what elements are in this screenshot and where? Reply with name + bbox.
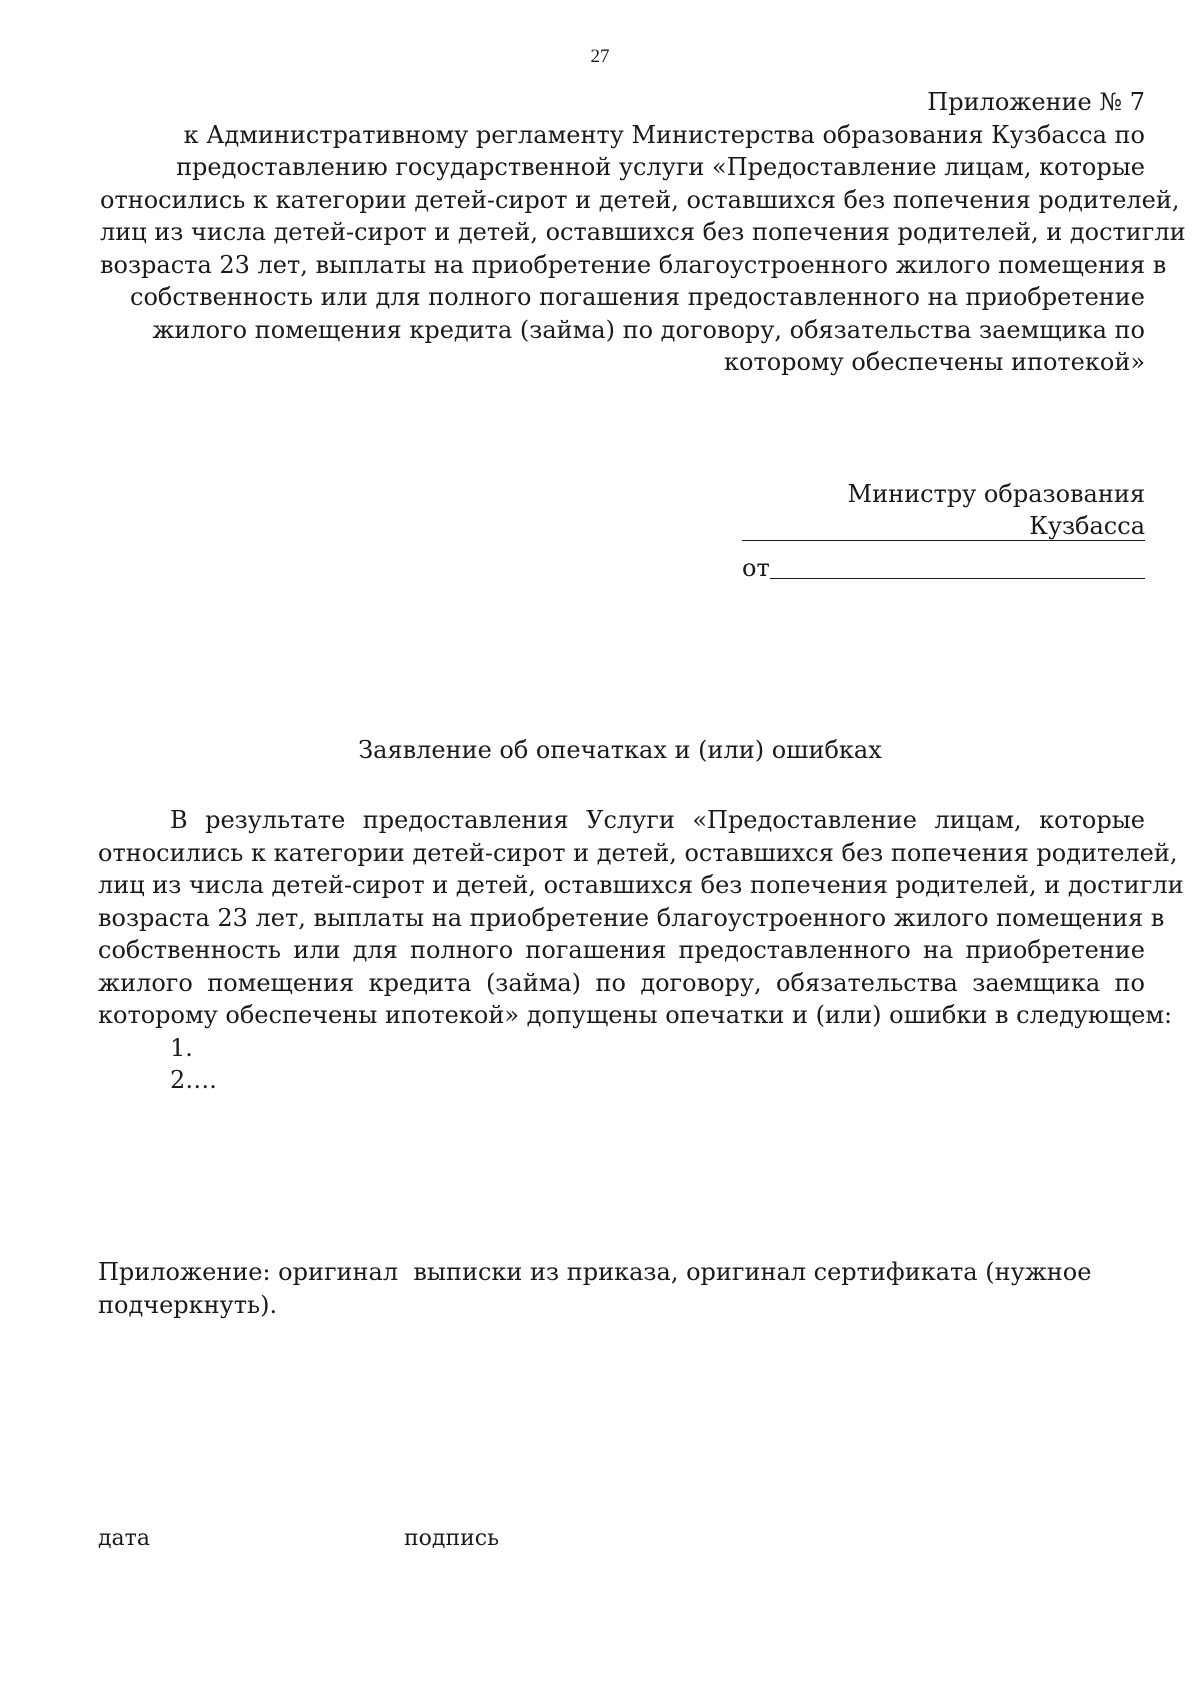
body-line: которому обеспечены ипотекой» допущены опечатки и (или) ошибки в следующем: — [98, 1001, 1173, 1029]
list-item: 2…. — [170, 1066, 217, 1094]
addressee-from-row — [742, 552, 1145, 584]
addressee-block — [740, 478, 1145, 582]
addressee-blank-line — [742, 540, 1145, 541]
body-line: относились к категории детей-сирот и детей, оставшихся без попечения родителей, — [98, 838, 1178, 867]
appendix-line: которому обеспечены ипотекой» — [724, 348, 1145, 376]
appendix-header — [100, 86, 1186, 379]
body-line: собственность или для полного погашения предоставленного на приобретение — [98, 936, 1145, 964]
addressee-from-blank — [770, 578, 1145, 579]
page-number: 27 — [590, 46, 610, 67]
addressee-to: Министру образования Кузбасса — [847, 480, 1145, 540]
body-line: жилого помещения кредита (займа) по договору, обязательства заемщика по — [98, 968, 1145, 997]
body-line: лиц из числа детей-сирот и детей, оставшихся без попечения родителей, и достигли — [98, 871, 1184, 899]
addressee-from-label: от — [742, 554, 770, 582]
appendix-line: Приложение № 7 — [927, 88, 1145, 116]
body-line: В результате предоставления Услуги «Предоставление лицам, которые — [170, 806, 1145, 834]
appendix-line: относились к категории детей-сирот и детей, оставшихся без попечения родителей, — [100, 185, 1180, 214]
body-line: возраста 23 лет, выплаты на приобретение благоустроенного жилого помещения в — [98, 903, 1165, 932]
attachment-note — [98, 1256, 1098, 1321]
attachment-line: Приложение: оригинал выписки из приказа, оригинал сертификата (нужное — [98, 1258, 1092, 1286]
appendix-line: к Административному регламенту Министерства образования Кузбасса по — [183, 120, 1145, 149]
date-label: дата — [98, 1526, 150, 1551]
document-title: Заявление об опечатках и (или) ошибках — [358, 736, 882, 764]
appendix-line: собственность или для полного погашения предоставленного на приобретение — [130, 283, 1145, 311]
appendix-line: предоставлению государственной услуги «Предоставление лицам, которые — [176, 153, 1145, 181]
appendix-line: лиц из числа детей-сирот и детей, оставшихся без попечения родителей, и достигли — [100, 218, 1186, 246]
appendix-line: возраста 23 лет, выплаты на приобретение благоустроенного жилого помещения в — [100, 250, 1167, 279]
attachment-line: подчеркнуть). — [98, 1290, 278, 1319]
statement-body — [98, 804, 1184, 1097]
list-item: 1. — [170, 1033, 193, 1062]
signature-label: подпись — [404, 1526, 500, 1551]
appendix-line: жилого помещения кредита (займа) по договору, обязательства заемщика по — [152, 315, 1145, 344]
